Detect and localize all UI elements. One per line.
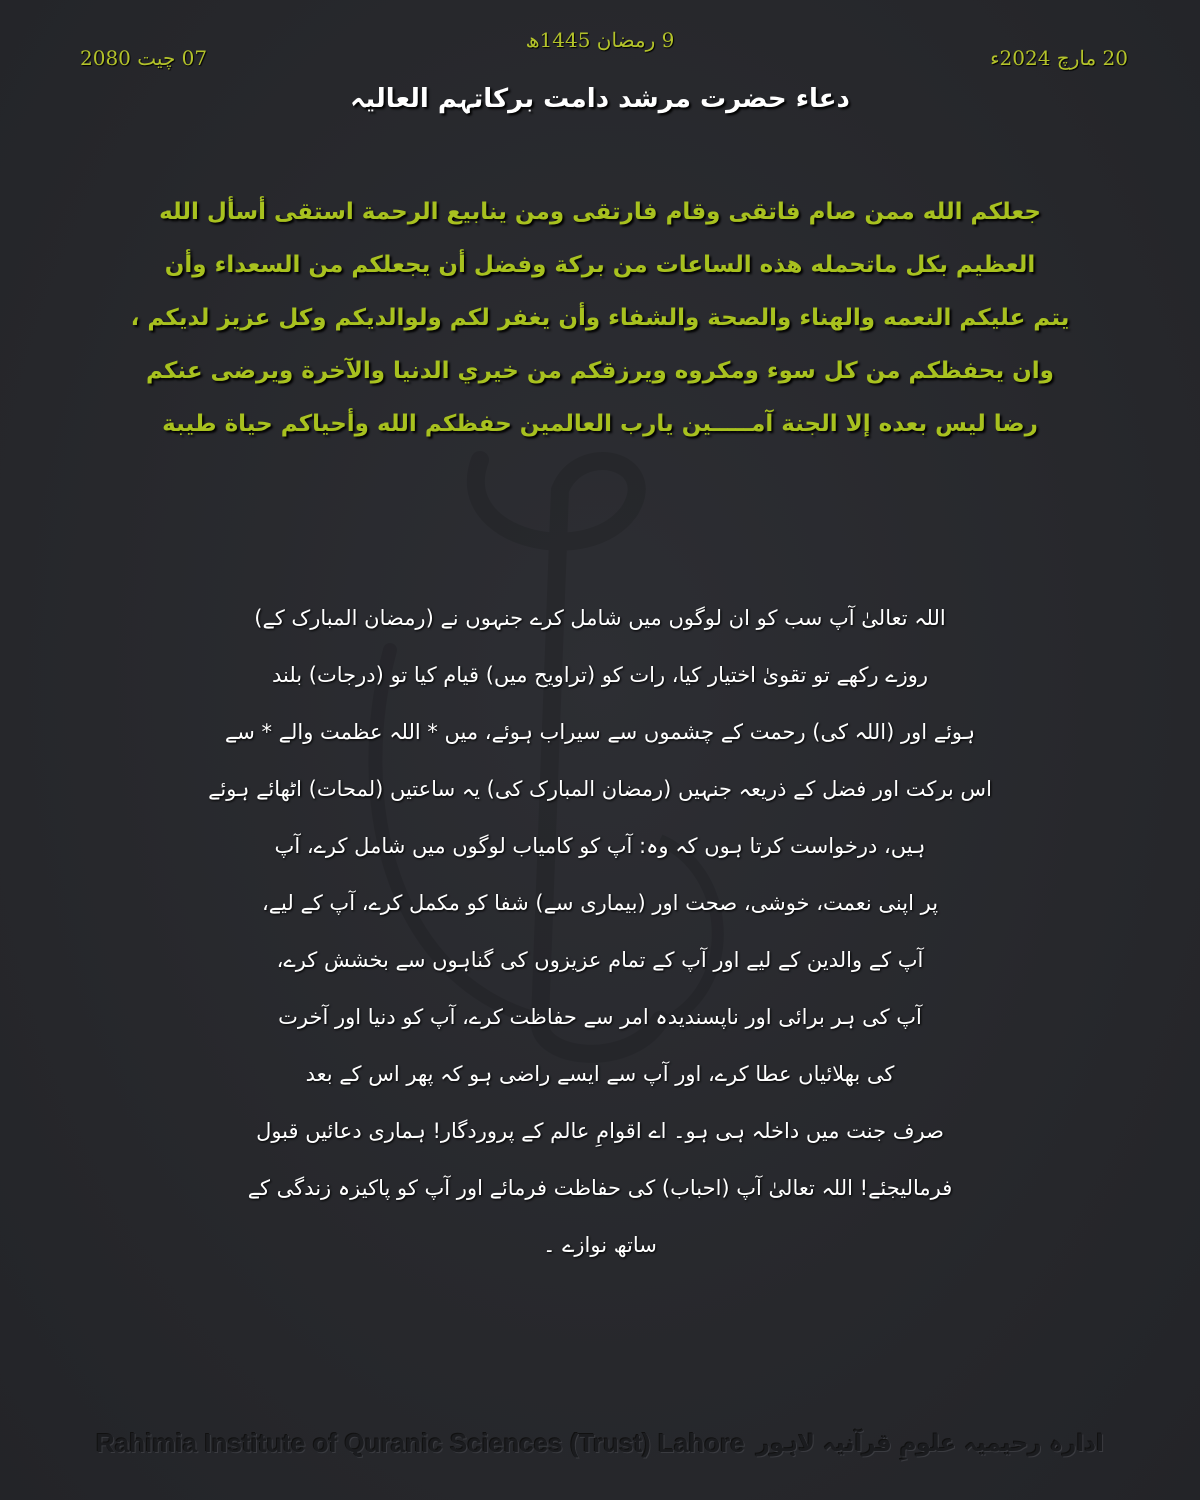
arabic-line: جعلكم الله ممن صام فاتقى وقام فارتقى ومن ينابيع الرحمة استقى أسأل الله [159, 199, 1041, 225]
urdu-line: ہوئے اور (اللہ کی) رحمت کے چشموں سے سیراب ہوئے، میں * اللہ عظمت والے * سے [224, 720, 976, 744]
urdu-translation [120, 590, 1080, 1274]
institute-footer [10, 1428, 1190, 1459]
arabic-line: وان يحفظكم من كل سوء ومكروه ويرزقكم من خيري الدنيا والآخرة ويرضى عنكم [146, 358, 1054, 384]
urdu-line: روزے رکھے تو تقویٰ اختیار کیا، رات کو (تراویح میں) قیام کیا تو (درجات) بلند [271, 663, 929, 687]
institute-name-urdu: ادارہ رحیمیہ علومِ قرآنیہ لاہور [756, 1430, 1104, 1457]
urdu-line: آپ کے والدین کے لیے اور آپ کے تمام عزیزوں کی گناہوں سے بخشش کرے، [276, 948, 924, 972]
urdu-line: صرف جنت میں داخلہ ہی ہو۔ اے اقوامِ عالم کے پروردگار! ہماری دعائیں قبول [256, 1119, 944, 1143]
gregorian-date: 20 مارچ 2024ء [990, 46, 1128, 70]
institute-name-english: Rahimia Institute of Quranic Sciences (Trust) Lahore [96, 1428, 745, 1458]
arabic-line: رضا ليس بعده إلا الجنة آمـــــين يارب العالمين حفظكم الله وأحياكم حياة طيبة [162, 411, 1038, 437]
urdu-line: کی بھلائیاں عطا کرے، اور آپ سے ایسے راضی ہو کہ پھر اس کے بعد [305, 1062, 895, 1086]
arabic-dua [80, 186, 1120, 451]
urdu-line: اس برکت اور فضل کے ذریعہ جنہیں (رمضان المبارک کی) یہ ساعتیں (لمحات) اٹھائے ہوئے [208, 777, 992, 801]
urdu-line: پر اپنی نعمت، خوشی، صحت اور (بیماری سے) شفا کو مکمل کرے، آپ کے لیے، [261, 891, 939, 915]
desi-date: 07 چیت 2080 [80, 46, 208, 70]
arabic-line: العظيم بكل ماتحمله هذه الساعات من بركة وفضل أن يجعلكم من السعداء وأن [164, 252, 1036, 278]
page-title: دعاء حضرت مرشد دامت برکاتہم العالیہ [350, 84, 850, 114]
arabic-line: يتم عليكم النعمه والهناء والصحة والشفاء وأن يغفر لكم ولوالديكم وكل عزيز لديكم ، [130, 305, 1070, 331]
hijri-date: 9 رمضان 1445ھ [525, 28, 675, 52]
urdu-line: فرمالیجئے! اللہ تعالیٰ آپ (احباب) کی حفاظت فرمائے اور آپ کو پاکیزہ زندگی کے [247, 1176, 953, 1200]
urdu-line: ہیں، درخواست کرتا ہوں کہ وہ: آپ کو کامیاب لوگوں میں شامل کرے، آپ [274, 834, 926, 858]
urdu-line: ساتھ نوازے ۔ [543, 1233, 657, 1257]
urdu-line: اللہ تعالیٰ آپ سب کو ان لوگوں میں شامل کرے جنہوں نے (رمضان المبارک کے) [254, 606, 946, 630]
urdu-line: آپ کی ہر برائی اور ناپسندیدہ امر سے حفاظت کرے، آپ کو دنیا اور آخرت [278, 1005, 922, 1029]
